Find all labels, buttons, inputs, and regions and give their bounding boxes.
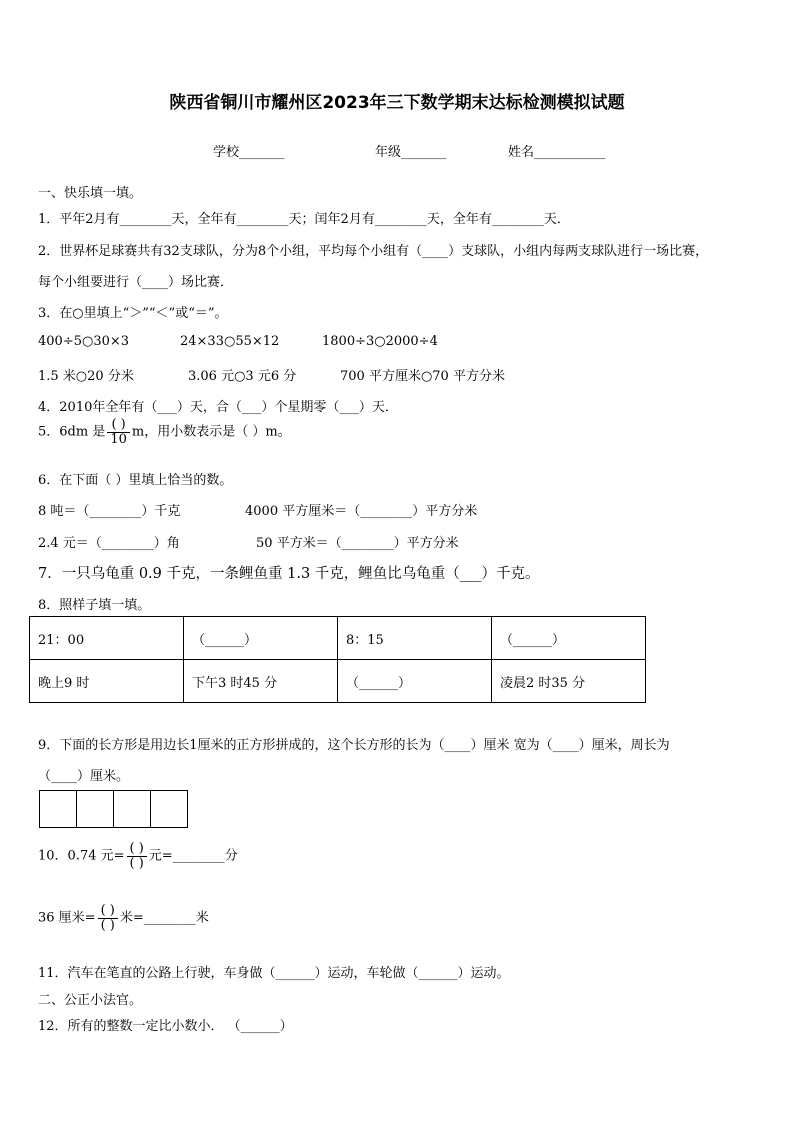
question-8: 8．照样子填一填。: [38, 598, 151, 613]
question-10b: [38, 904, 209, 932]
time-conversion-table: [29, 616, 646, 703]
table-row: [30, 660, 646, 703]
fraction-numerator: ( ): [127, 842, 147, 857]
table-cell: 下午3 时45 分: [184, 660, 338, 703]
unit-square: [150, 790, 188, 828]
question-3: 3．在○里填上“＞”“＜”或“＝”。: [38, 306, 228, 321]
question-7: 7．一只乌龟重 0.9 千克，一条鲤鱼重 1.3 千克，鲤鱼比乌龟重（___）千克。: [38, 566, 540, 582]
question-2-line-1: 2．世界杯足球赛共有32支球队，分为8个小组，平均每个小组有（____）支球队，小组内每两支球队进行一场比赛，: [38, 244, 709, 259]
table-cell: 21：00: [30, 617, 184, 660]
question-3-item: 24×33○55×12: [180, 334, 280, 349]
table-cell: （______）: [338, 660, 492, 703]
question-9-line-1: 9．下面的长方形是用边长1厘米的正方形拼成的，这个长方形的长为（____）厘米 宽为（____）厘米，周长为: [38, 738, 670, 753]
question-6: 6．在下面（ ）里填上恰当的数。: [38, 473, 233, 488]
unit-square: [113, 790, 151, 828]
page-title: 陕西省铜川市耀州区2023年三下数学期末达标检测模拟试题: [169, 93, 625, 113]
name-field: 姓名___________: [508, 145, 606, 160]
question-5-fraction: [107, 418, 130, 446]
question-6-item: 4000 平方厘米＝（________）平方分米: [245, 504, 478, 519]
rectangle-of-squares: [39, 790, 188, 828]
question-3-item: 400÷5○30×3: [38, 334, 130, 349]
question-6-item: 50 平方米＝（________）平方分米: [256, 536, 459, 551]
table-cell: 晚上9 时: [30, 660, 184, 703]
fraction-numerator: ( ): [98, 904, 118, 919]
question-10a-suffix: 元=________分: [148, 848, 238, 864]
question-6-item: 2.4 元＝（________）角: [38, 536, 180, 551]
question-10a-prefix: 10．0.74 元=: [38, 848, 125, 864]
table-cell: （______）: [184, 617, 338, 660]
question-5-prefix: 5．6dm 是: [38, 424, 106, 440]
question-10a: [38, 842, 238, 870]
table-cell: 8：15: [338, 617, 492, 660]
question-5: [38, 418, 291, 446]
question-12: 12．所有的整数一定比小数小． （______）: [38, 1019, 293, 1034]
question-10b-fraction: [98, 904, 118, 932]
question-1: 1．平年2月有________天，全年有________天；闰年2月有________天，全年有________天．: [38, 212, 570, 227]
question-3-item: 1800÷3○2000÷4: [322, 334, 438, 349]
table-row: [30, 617, 646, 660]
section-1-heading: 一、快乐填一填。: [38, 186, 143, 201]
fraction-denominator: ( ): [129, 855, 144, 871]
question-3-item: 700 平方厘米○70 平方分米: [340, 369, 505, 384]
unit-square: [76, 790, 114, 828]
question-10b-suffix: 米=________米: [119, 910, 209, 926]
question-4: 4．2010年全年有（___）天，合（___）个星期零（___）天．: [38, 400, 398, 415]
question-6-item: 8 吨＝（________）千克: [38, 504, 181, 519]
fraction-numerator: ( ): [107, 418, 130, 433]
question-10b-prefix: 36 厘米=: [38, 910, 96, 926]
question-5-suffix: m，用小数表示是（ ）m。: [131, 424, 291, 440]
table-cell: 凌晨2 时35 分: [492, 660, 646, 703]
question-3-item: 1.5 米○20 分米: [38, 369, 134, 384]
question-10a-fraction: [127, 842, 147, 870]
grade-field: 年级_______: [375, 145, 447, 160]
question-11: 11．汽车在笔直的公路上行驶，车身做（______）运动，车轮做（______）运动。: [38, 966, 510, 981]
question-9-line-2: （____）厘米。: [38, 769, 130, 784]
question-2-line-2: 每个小组要进行（____）场比赛．: [38, 275, 234, 290]
unit-square: [39, 790, 77, 828]
fraction-denominator: 10: [110, 431, 127, 447]
fraction-denominator: ( ): [100, 917, 115, 933]
table-cell: （______）: [492, 617, 646, 660]
school-field: 学校_______: [213, 145, 285, 160]
section-2-heading: 二、公正小法官。: [38, 993, 143, 1008]
question-3-item: 3.06 元○3 元6 分: [188, 369, 297, 384]
